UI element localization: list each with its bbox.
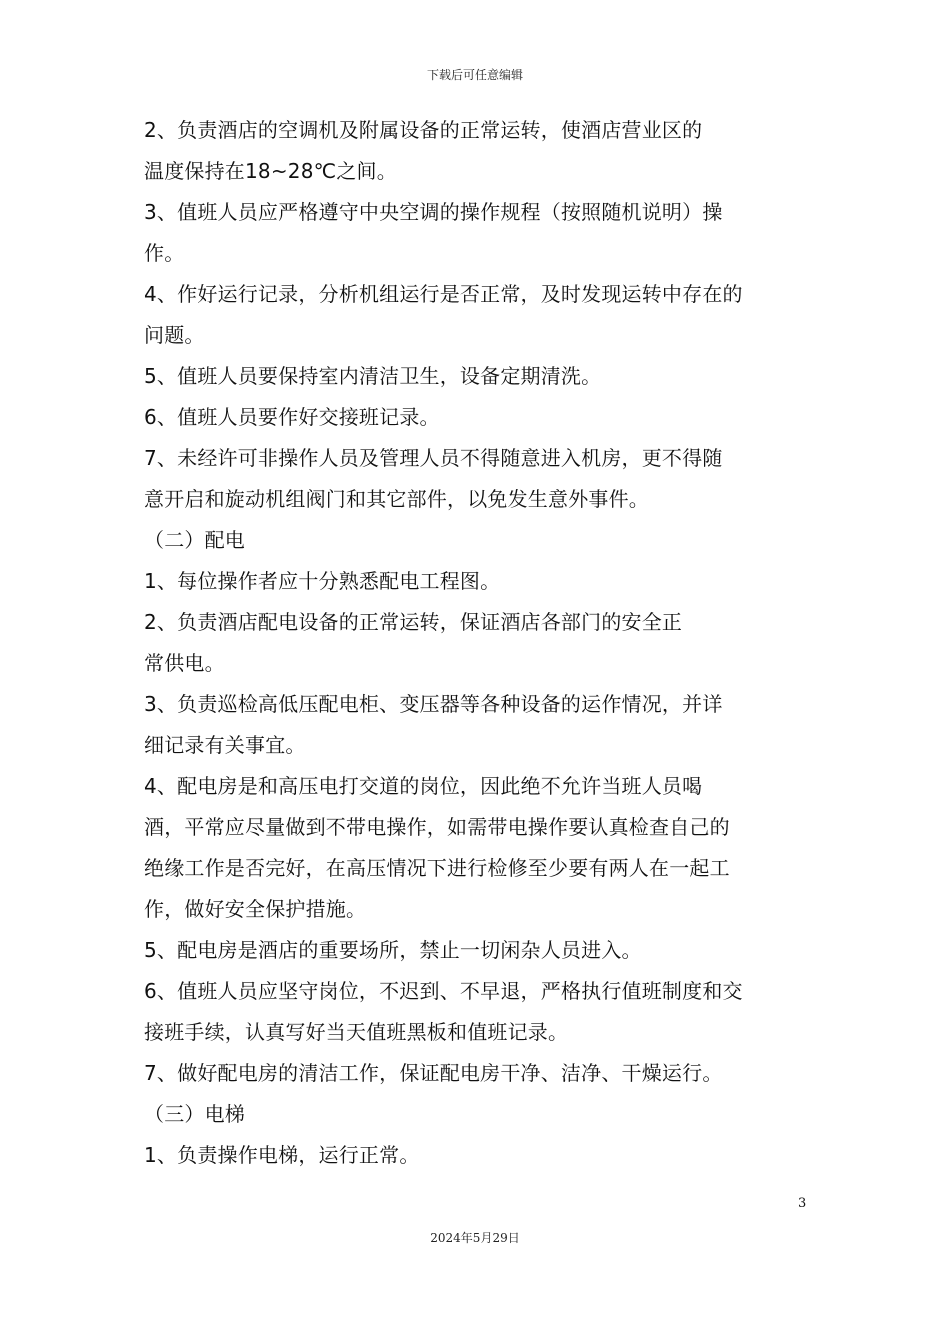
text-line: 作。 [144,241,185,265]
text-line: 温度保持在18~28℃之间。 [144,159,397,183]
page-number: 3 [798,1196,807,1211]
text-line: 问题。 [144,323,205,347]
text-line: 1、负责操作电梯，运行正常。 [144,1143,420,1167]
text-line: 接班手续，认真写好当天值班黑板和值班记录。 [144,1020,569,1044]
text-line: 3、负责巡检高低压配电柜、变压器等各种设备的运作情况，并详 [144,692,723,716]
page-header: 下载后可任意编辑 [426,68,523,82]
text-line: 绝缘工作是否完好，在高压情况下进行检修至少要有两人在一起工 [144,856,730,880]
text-line: 作，做好安全保护措施。 [144,897,367,921]
text-line: 7、做好配电房的清洁工作，保证配电房干净、洁净、干燥运行。 [144,1061,723,1085]
section-heading-power: （二）配电 [144,528,245,552]
text-line: 4、作好运行记录，分析机组运行是否正常，及时发现运转中存在的 [144,282,743,306]
text-line: 6、值班人员应坚守岗位，不迟到、不早退，严格执行值班制度和交 [144,979,743,1003]
text-line: 7、未经许可非操作人员及管理人员不得随意进入机房，更不得随 [144,446,723,470]
page-footer-date: 2024年5月29日 [430,1231,520,1245]
text-line: 2、负责酒店配电设备的正常运转，保证酒店各部门的安全正 [144,610,683,634]
text-line: 细记录有关事宜。 [144,733,306,757]
text-line: 5、配电房是酒店的重要场所，禁止一切闲杂人员进入。 [144,938,642,962]
text-line: 5、值班人员要保持室内清洁卫生，设备定期清洗。 [144,364,602,388]
text-line: 3、值班人员应严格遵守中央空调的操作规程（按照随机说明）操 [144,200,723,224]
text-line: 1、每位操作者应十分熟悉配电工程图。 [144,569,501,593]
text-line: 常供电。 [144,651,225,675]
text-line: 酒，平常应尽量做到不带电操作，如需带电操作要认真检查自己的 [144,815,730,839]
text-line: 2、负责酒店的空调机及附属设备的正常运转，使酒店营业区的 [144,118,703,142]
text-line: 意开启和旋动机组阀门和其它部件，以免发生意外事件。 [144,487,649,511]
text-line: 6、值班人员要作好交接班记录。 [144,405,440,429]
document-body [144,110,810,1176]
section-heading-elevator: （三）电梯 [144,1102,245,1126]
text-line: 4、配电房是和高压电打交道的岗位，因此绝不允许当班人员喝 [144,774,703,798]
